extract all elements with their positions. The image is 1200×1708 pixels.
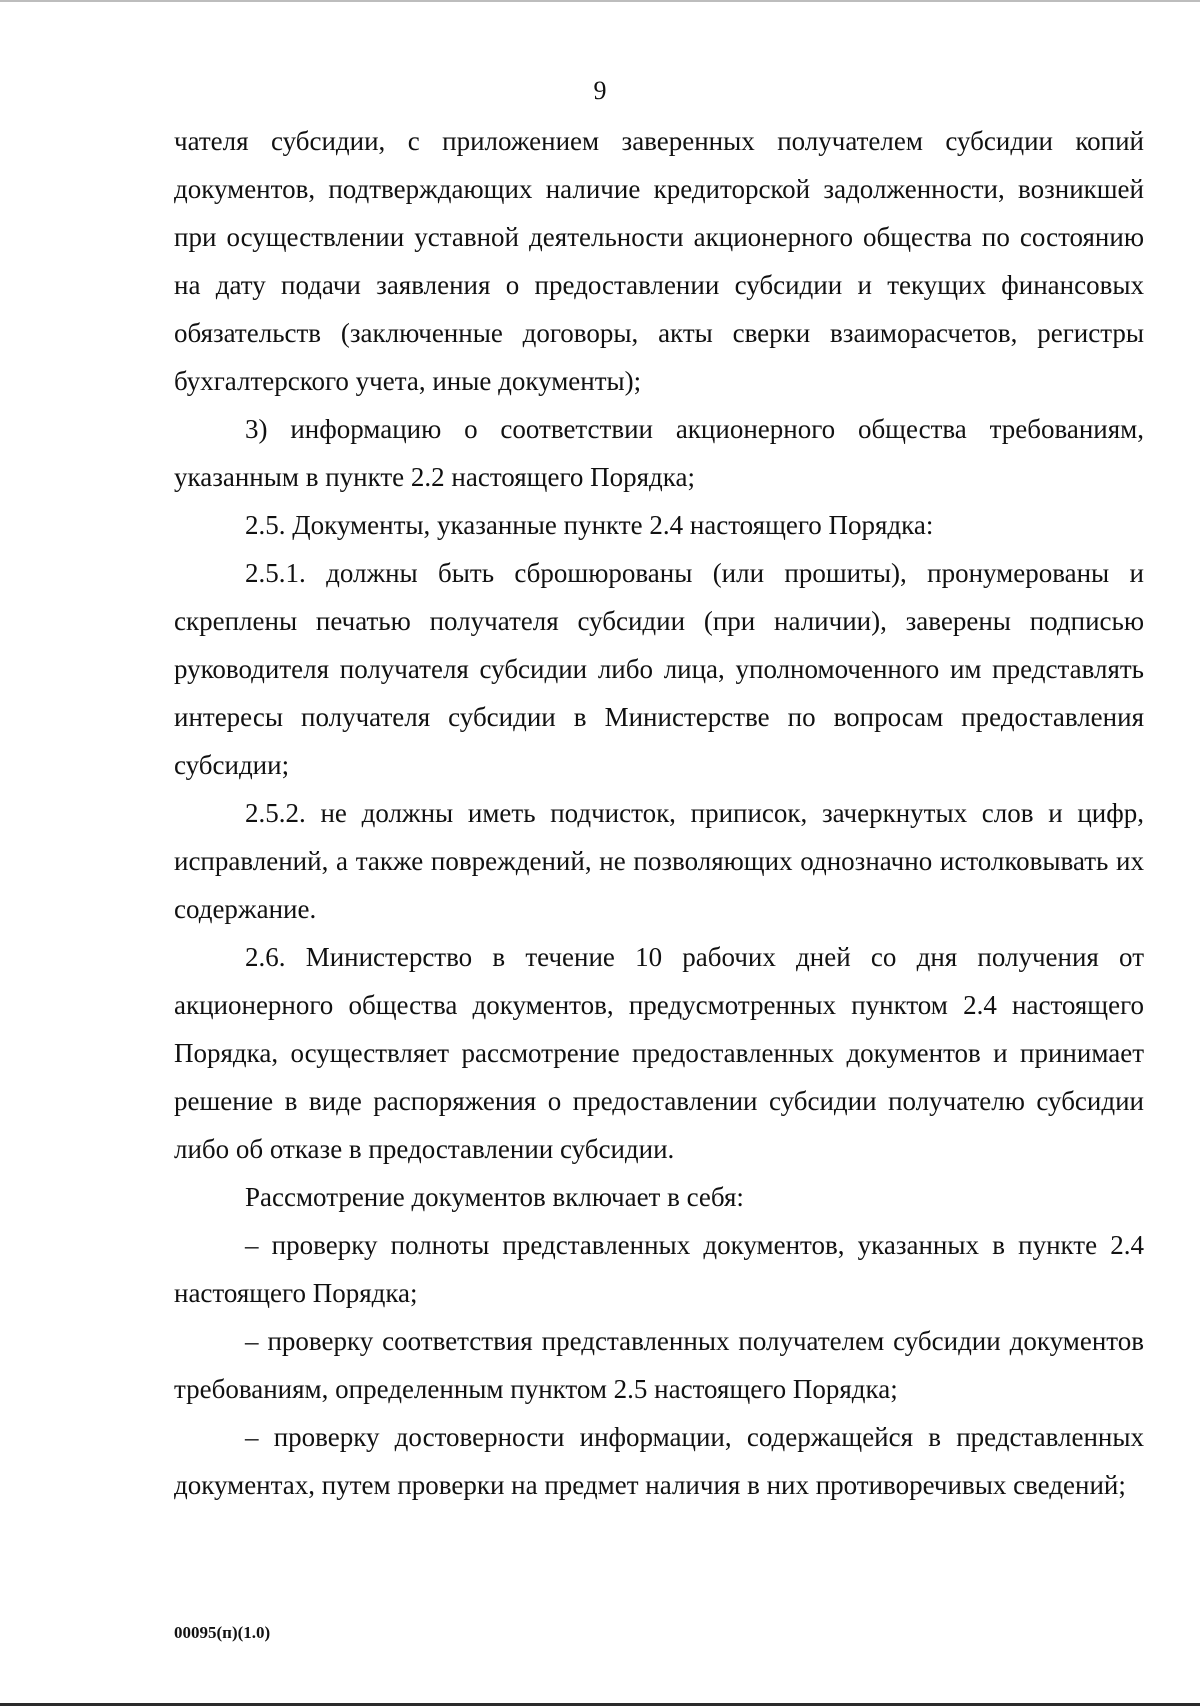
paragraph-item-3: 3) информацию о соответствии акционерного общества требованиям, указанным в пункте 2.2 настоящего Порядка; (174, 414, 1144, 492)
paragraph-2-5-2: 2.5.2. не должны иметь подчисток, приписок, зачеркнутых слов и цифр, исправлений, а также повреждений, не позволяющих однозначно истолковывать их содержание. (174, 798, 1144, 924)
paragraph-2-5: 2.5. Документы, указанные пункте 2.4 настоящего Порядка: (245, 510, 934, 540)
page-bottom-edge (0, 1703, 1200, 1706)
page-top-edge (0, 0, 1200, 2)
paragraph-continuation: чателя субсидии, с приложением заверенных получателем субсидии копий документов, подтверждающих наличие кредиторской задолженности, возникшей при осуществлении уставной деятельности акционерного общества по состоянию на дату подачи заявления о предоставлении субсидии и текущих финансовых обязательств (заключенные договоры, акты сверки взаиморасчетов, регистры бухгалтерского учета, иные документы); (174, 126, 1144, 396)
footer-document-code: 00095(п)(1.0) (174, 1623, 271, 1642)
paragraph-2-6: 2.6. Министерство в течение 10 рабочих дней со дня получения от акционерного общества документов, предусмотренных пунктом 2.4 настоящего Порядка, осуществляет рассмотрение предоставленных документов и принимает решение в виде распоряжения о предоставлении субсидии получателю субсидии либо об отказе в предоставлении субсидии. (174, 942, 1144, 1164)
list-item-compliance-check: – проверку соответствия представленных получателем субсидии документов требованиям, определенным пунктом 2.5 настоящего Порядка; (174, 1326, 1144, 1404)
list-item-completeness-check: – проверку полноты представленных документов, указанных в пункте 2.4 настоящего Порядка; (174, 1230, 1144, 1308)
page-number: 9 (593, 76, 607, 105)
paragraph-2-5-1: 2.5.1. должны быть сброшюрованы (или прошиты), пронумерованы и скреплены печатью получателя субсидии (при наличии), заверены подписью руководителя получателя субсидии либо лица, уполномоченного им представлять интересы получателя субсидии в Министерстве по вопросам предоставления субсидии; (174, 558, 1144, 780)
paragraph-review-intro: Рассмотрение документов включает в себя: (245, 1182, 744, 1212)
list-item-reliability-check: – проверку достоверности информации, содержащейся в представленных документах, путем проверки на предмет наличия в них противоречивых сведений; (174, 1422, 1144, 1500)
document-body (174, 117, 1144, 1509)
